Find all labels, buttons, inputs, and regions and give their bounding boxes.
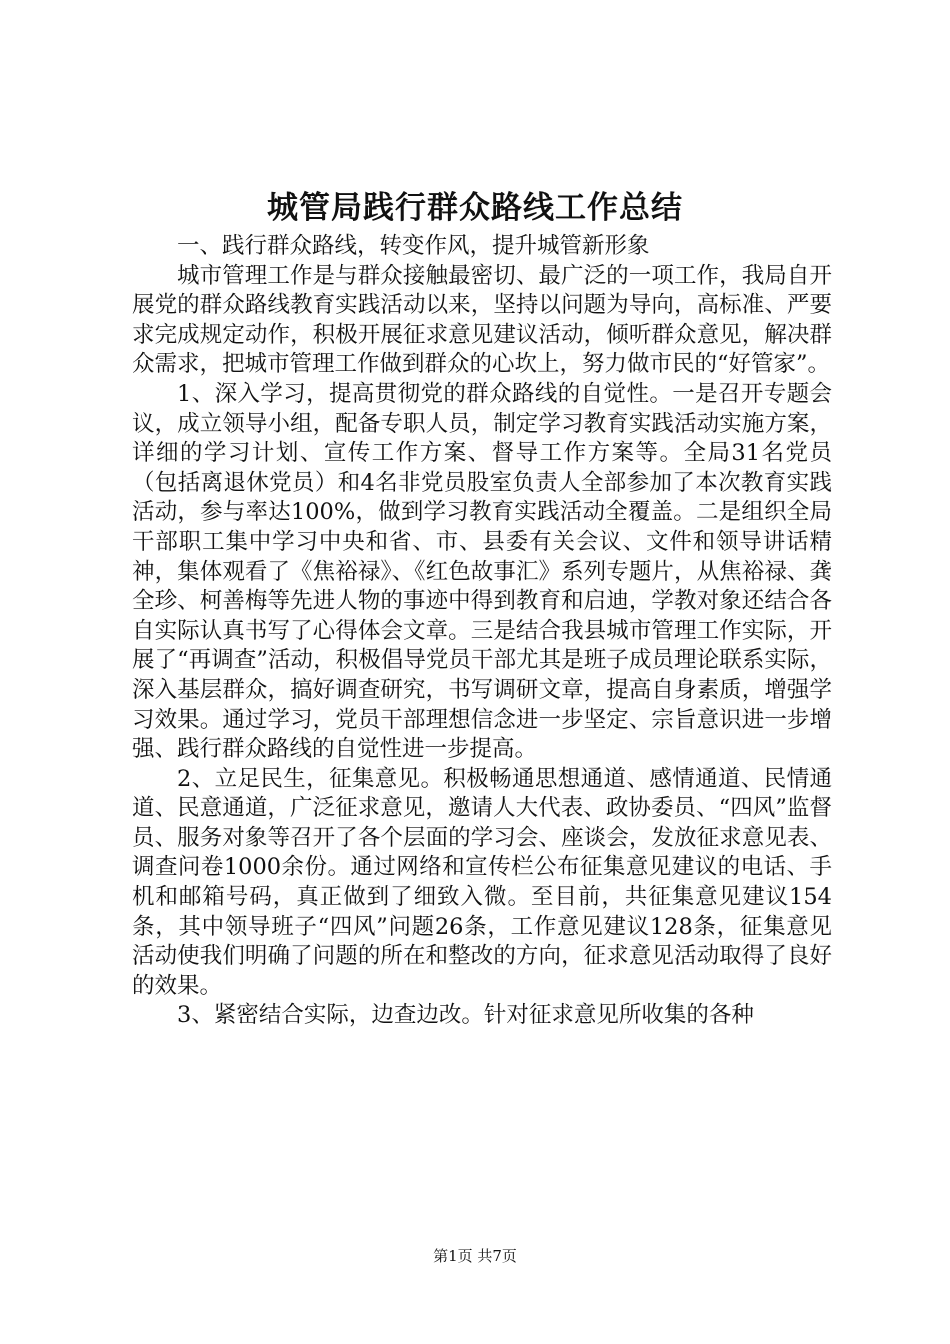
- page-number-footer: 第1页 共7页: [433, 1247, 517, 1265]
- paragraph: 2、立足民生，征集意见。积极畅通思想通道、感情通道、民情通道、民意通道，广泛征求意见，邀请人大代表、政协委员、“四风”监督员、服务对象等召开了各个层面的学习会、座谈会，发放征求意见表、调查问卷1000余份。通过网络和宣传栏公布征集意见建议的电话、手机和邮箱号码，真正做到了细致入微。至目前，共征集意见建议154条，其中领导班子“四风”问题26条，工作意见建议128条，征集意见活动使我们明确了问题的所在和整改的方向，征求意见活动取得了良好的效果。: [132, 765, 832, 999]
- paragraph: 3、紧密结合实际，边查边改。针对征求意见所收集的各种: [177, 1002, 754, 1029]
- document-title: 城管局践行群众路线工作总结: [267, 190, 683, 226]
- section-heading: 一、践行群众路线，转变作风，提升城管新形象: [177, 233, 650, 259]
- document-body: [132, 232, 832, 1031]
- paragraph: 城市管理工作是与群众接触最密切、最广泛的一项工作，我局自开展党的群众路线教育实践活动以来，坚持以问题为导向，高标准、严要求完成规定动作，积极开展征求意见建议活动，倾听群众意见，解决群众需求，把城市管理工作做到群众的心坎上，努力做市民的“好管家”。: [132, 262, 832, 378]
- paragraph: 1、深入学习，提高贯彻党的群众路线的自觉性。一是召开专题会议，成立领导小组，配备专职人员，制定学习教育实践活动实施方案，详细的学习计划、宣传工作方案、督导工作方案等。全局31名党员（包括离退休党员）和4名非党员股室负责人全部参加了本次教育实践活动，参与率达100%，做到学习教育实践活动全覆盖。二是组织全局干部职工集中学习中央和省、市、县委有关会议、文件和领导讲话精神，集体观看了《焦裕禄》、《红色故事汇》系列专题片，从焦裕禄、龚全珍、柯善梅等先进人物的事迹中得到教育和启迪，学教对象还结合各自实际认真书写了心得体会文章。三是结合我县城市管理工作实际，开展了“再调查”活动，积极倡导党员干部尤其是班子成员理论联系实际，深入基层群众，搞好调查研究，书写调研文章，提高自身素质，增强学习效果。通过学习，党员干部理想信念进一步坚定、宗旨意识进一步增强、践行群众路线的自觉性进一步提高。: [132, 380, 832, 763]
